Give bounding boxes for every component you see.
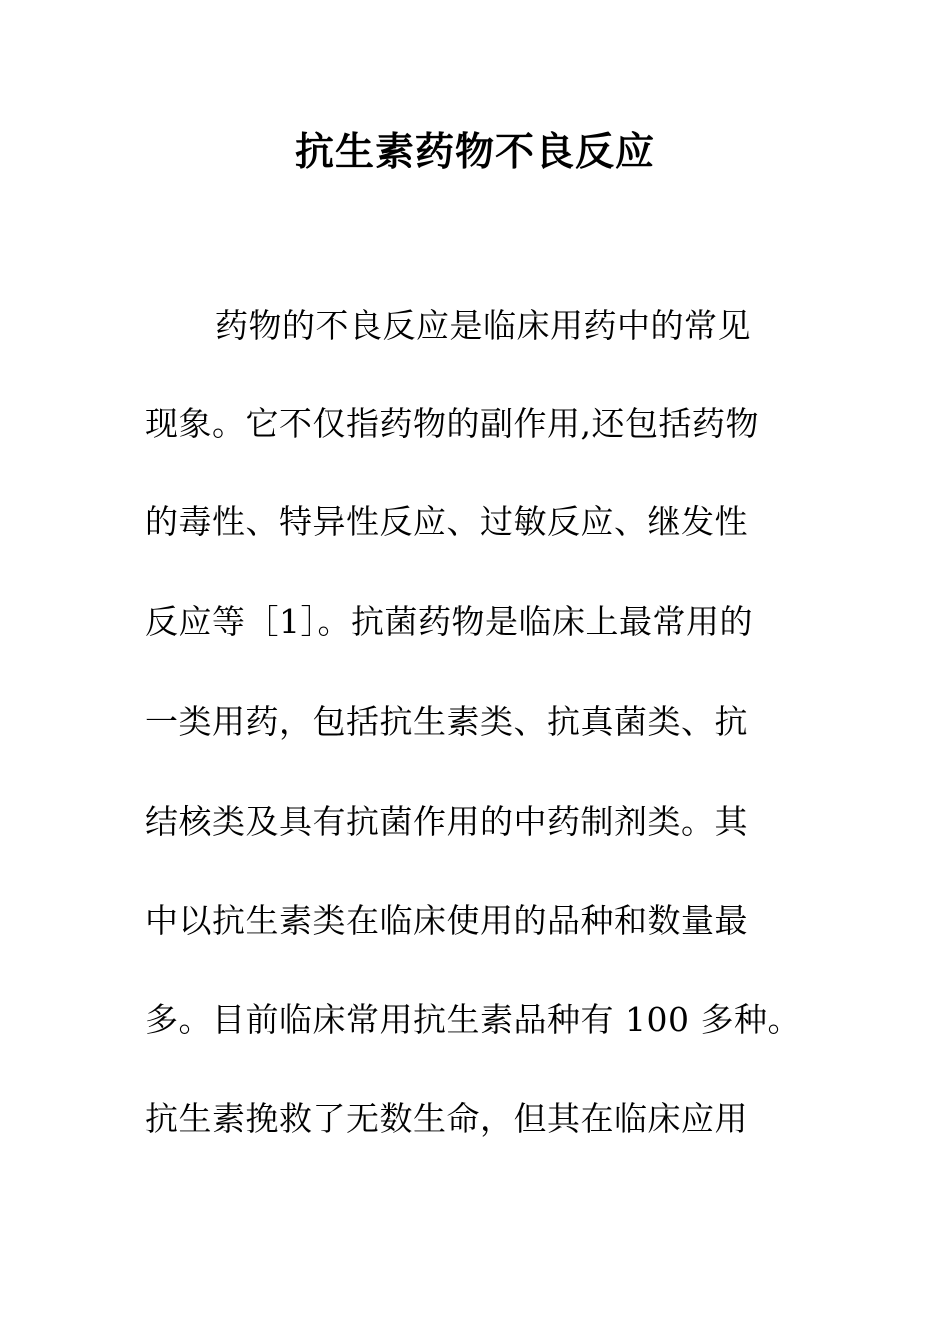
paragraph-line-6: 结核类及具有抗菌作用的中药制剂类。其 bbox=[145, 802, 748, 841]
paragraph-line-4: 反应等［1］。抗菌药物是临床上最常用的 bbox=[145, 602, 753, 641]
paragraph-line-7: 中以抗生素类在临床使用的品种和数量最 bbox=[145, 901, 748, 940]
document-title: 抗生素药物不良反应 bbox=[294, 130, 655, 175]
paragraph-line-9: 抗生素挽救了无数生命，但其在临床应用 bbox=[145, 1099, 748, 1138]
paragraph-line-3: 的毒性、特异性反应、过敏反应、继发性 bbox=[145, 502, 748, 541]
paragraph-line-8: 多。目前临床常用抗生素品种有 100 多种。 bbox=[145, 1000, 801, 1039]
paragraph-line-5: 一类用药，包括抗生素类、抗真菌类、抗 bbox=[145, 702, 748, 741]
paragraph-line-2: 现象。它不仅指药物的副作用,还包括药物 bbox=[145, 404, 759, 443]
paragraph-line-1: 药物的不良反应是临床用药中的常见 bbox=[215, 306, 751, 345]
